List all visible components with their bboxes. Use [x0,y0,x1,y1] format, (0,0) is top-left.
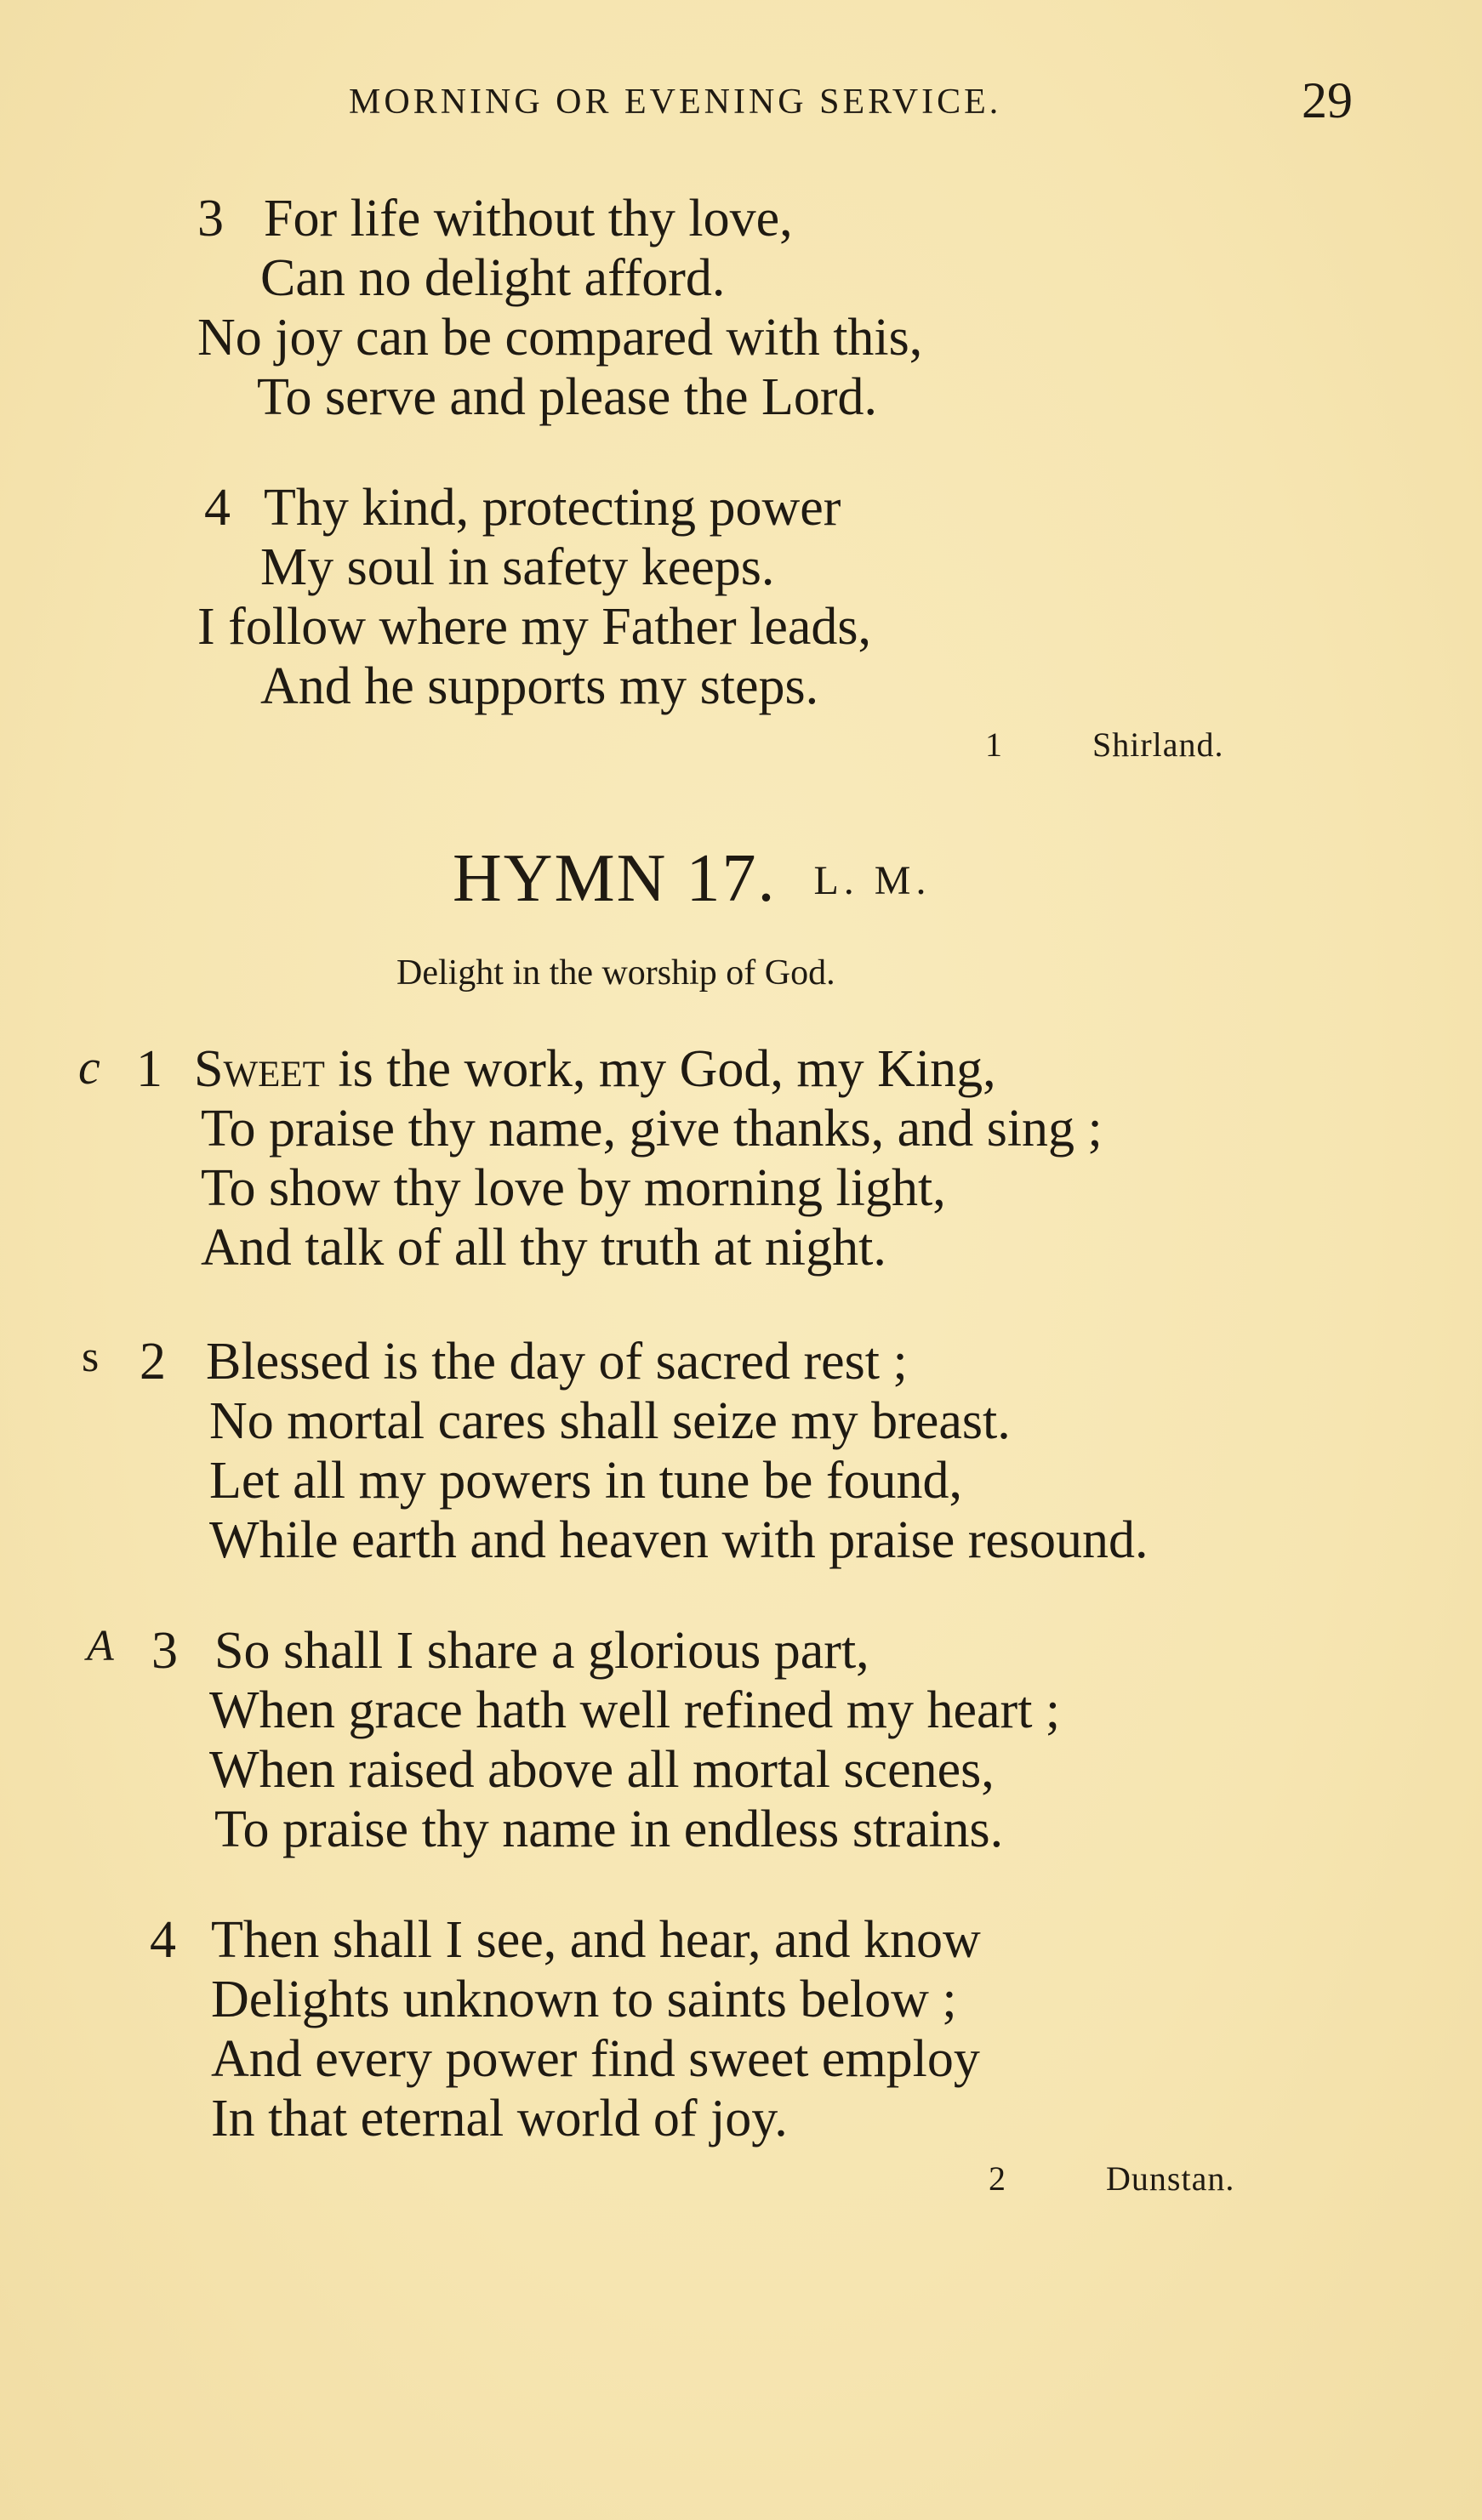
verse-number: 1 [136,1040,162,1098]
tune-number: 1 [985,725,1003,764]
tune-number: 2 [989,2159,1006,2198]
verse-line: To praise thy name in endless strains. [214,1800,1004,1858]
hymn-number: HYMN 17. [453,841,777,916]
first-word: Sweet [194,1040,325,1098]
verse-line: Delights unknown to saints below ; [211,1971,957,2028]
verse-line: And talk of all thy truth at night. [201,1219,886,1277]
verse-line: When raised above all mortal scenes, [209,1741,995,1799]
verse-line: To show thy love by morning light, [201,1159,946,1217]
verse-line: While earth and heaven with praise resound. [209,1511,1149,1569]
verse-number: 4 [150,1911,176,1969]
verse-line: And every power find sweet employ [211,2030,980,2088]
verse-line: To praise thy name, give thanks, and sing ; [201,1100,1103,1158]
dynamic-mark: A [87,1622,114,1670]
verse-line: Then shall I see, and hear, and know [211,1911,981,1969]
running-head: MORNING OR EVENING SERVICE. [349,82,1002,122]
dynamic-mark: s [82,1333,100,1381]
hymn-title [453,840,931,918]
verse-line: When grace hath well refined my heart ; [209,1681,1061,1739]
verse-line: So shall I share a glorious part, [214,1622,869,1680]
verse-line: Let all my powers in tune be found, [209,1452,963,1510]
verse-number: 2 [140,1333,166,1391]
hymn-meter: L. M. [813,858,932,903]
verse-number: 3 [151,1622,178,1680]
verse-line: Blessed is the day of sacred rest ; [206,1333,908,1391]
tune-name: Dunstan. [1106,2159,1235,2198]
verse-line: In that eternal world of joy. [211,2090,788,2147]
page-number: 29 [1302,72,1353,128]
verse-line [194,1040,996,1098]
verse-line: And he supports my steps. [260,657,819,715]
verse-number: 3 [197,190,224,247]
first-line-rest: is the work, my God, my King, [324,1040,996,1098]
verse-line: Thy kind, protecting power [264,479,841,537]
tune-name: Shirland. [1092,725,1224,764]
verse-line: To serve and please the Lord. [257,368,878,426]
hymn-subtitle: Delight in the worship of God. [396,953,835,993]
verse-line: No joy can be compared with this, [197,309,923,367]
verse-line: My soul in safety keeps. [260,538,775,596]
verse-line: I follow where my Father leads, [197,598,871,656]
dynamic-mark: c [78,1039,100,1095]
verse-line: Can no delight afford. [260,249,726,307]
verse-line: For life without thy love, [264,190,793,247]
verse-line: No mortal cares shall seize my breast. [209,1392,1011,1450]
verse-number: 4 [204,479,231,537]
